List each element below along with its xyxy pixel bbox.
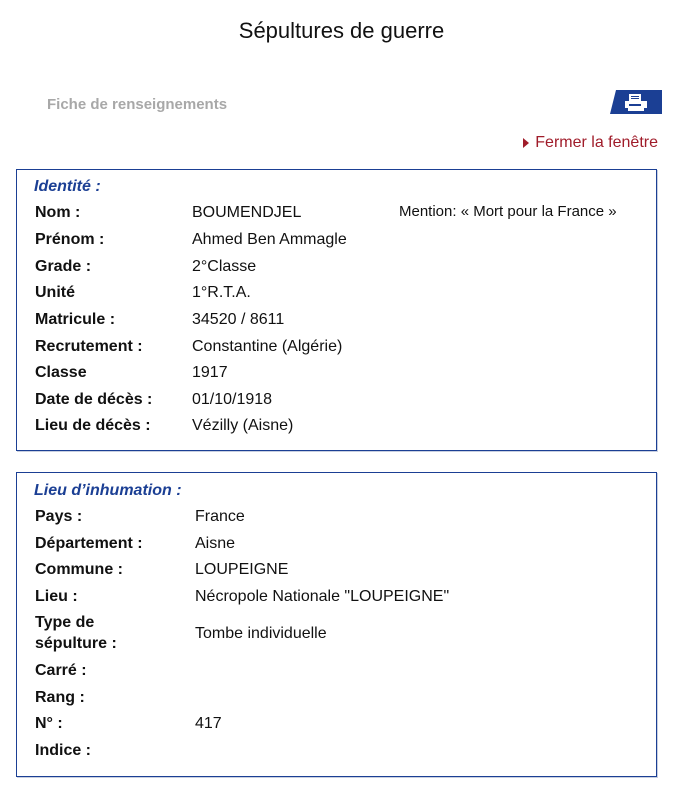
- field-label: Lieu :: [35, 588, 78, 605]
- field-label: Grade :: [35, 258, 92, 275]
- field-label-line2: sépulture :: [35, 635, 117, 652]
- identity-panel: [16, 169, 657, 451]
- field-label: Recrutement :: [35, 338, 143, 355]
- field-value: 1917: [192, 364, 228, 381]
- burial-row-pays: [35, 507, 645, 533]
- burial-row-type-sepulture: [35, 613, 645, 657]
- field-value: 417: [195, 715, 222, 732]
- field-label: Carré :: [35, 662, 87, 679]
- identity-row-grade: [35, 257, 645, 283]
- field-value: Constantine (Algérie): [192, 338, 343, 355]
- page-title: Sépultures de guerre: [238, 18, 445, 43]
- field-value: LOUPEIGNE: [195, 561, 289, 578]
- field-value: 1°R.T.A.: [192, 284, 251, 301]
- burial-row-commune: [35, 560, 645, 586]
- field-label: Pays :: [35, 508, 83, 525]
- field-value: Vézilly (Aisne): [192, 417, 294, 434]
- field-value: France: [195, 508, 245, 525]
- triangle-right-icon: [523, 138, 529, 148]
- field-value: BOUMENDJEL: [192, 204, 302, 221]
- burial-row-rang: [35, 688, 645, 714]
- close-window-link[interactable]: [523, 134, 658, 152]
- burial-row-numero: [35, 714, 645, 740]
- print-button[interactable]: [610, 90, 662, 114]
- page-subtitle: Fiche de renseignements: [47, 96, 228, 113]
- field-label: Indice :: [35, 742, 92, 759]
- field-label: Rang :: [35, 689, 85, 706]
- field-label: Lieu de décès :: [35, 417, 151, 434]
- field-label: Date de décès :: [35, 391, 153, 408]
- field-label: Type de: [35, 614, 95, 631]
- burial-heading: Lieu d’inhumation :: [34, 482, 182, 499]
- field-label: Prénom :: [35, 231, 105, 248]
- identity-row-date-deces: [35, 390, 645, 416]
- burial-row-departement: [35, 534, 645, 560]
- field-label: Unité: [35, 284, 75, 301]
- burial-row-carre: [35, 661, 645, 687]
- field-value: 2°Classe: [192, 258, 257, 275]
- field-value: Tombe individuelle: [195, 625, 327, 642]
- field-label: N° :: [35, 715, 63, 732]
- field-label: Matricule :: [35, 311, 116, 328]
- identity-row-nom: [35, 203, 645, 229]
- field-value: Nécropole Nationale "LOUPEIGNE": [195, 588, 450, 605]
- field-label: Nom :: [35, 204, 81, 221]
- field-label: Classe: [35, 364, 87, 381]
- field-value: Aisne: [195, 535, 236, 552]
- field-value: 01/10/1918: [192, 391, 273, 408]
- identity-row-lieu-deces: [35, 416, 645, 442]
- field-value: 34520 / 8611: [192, 311, 285, 328]
- burial-row-indice: [35, 741, 645, 767]
- mention-text: Mention: « Mort pour la France »: [399, 203, 617, 220]
- close-window-label: Fermer la fenêtre: [535, 134, 658, 151]
- burial-row-lieu: [35, 587, 645, 613]
- identity-row-prenom: [35, 230, 645, 256]
- identity-row-matricule: [35, 310, 645, 336]
- field-label: Commune :: [35, 561, 123, 578]
- identity-row-recrutement: [35, 337, 645, 363]
- field-label: Département :: [35, 535, 143, 552]
- burial-panel: [16, 472, 657, 777]
- identity-row-unite: [35, 283, 645, 309]
- field-value: Ahmed Ben Ammagle: [192, 231, 347, 248]
- identity-row-classe: [35, 363, 645, 389]
- identity-heading: Identité :: [34, 178, 101, 195]
- printer-icon: [610, 90, 662, 114]
